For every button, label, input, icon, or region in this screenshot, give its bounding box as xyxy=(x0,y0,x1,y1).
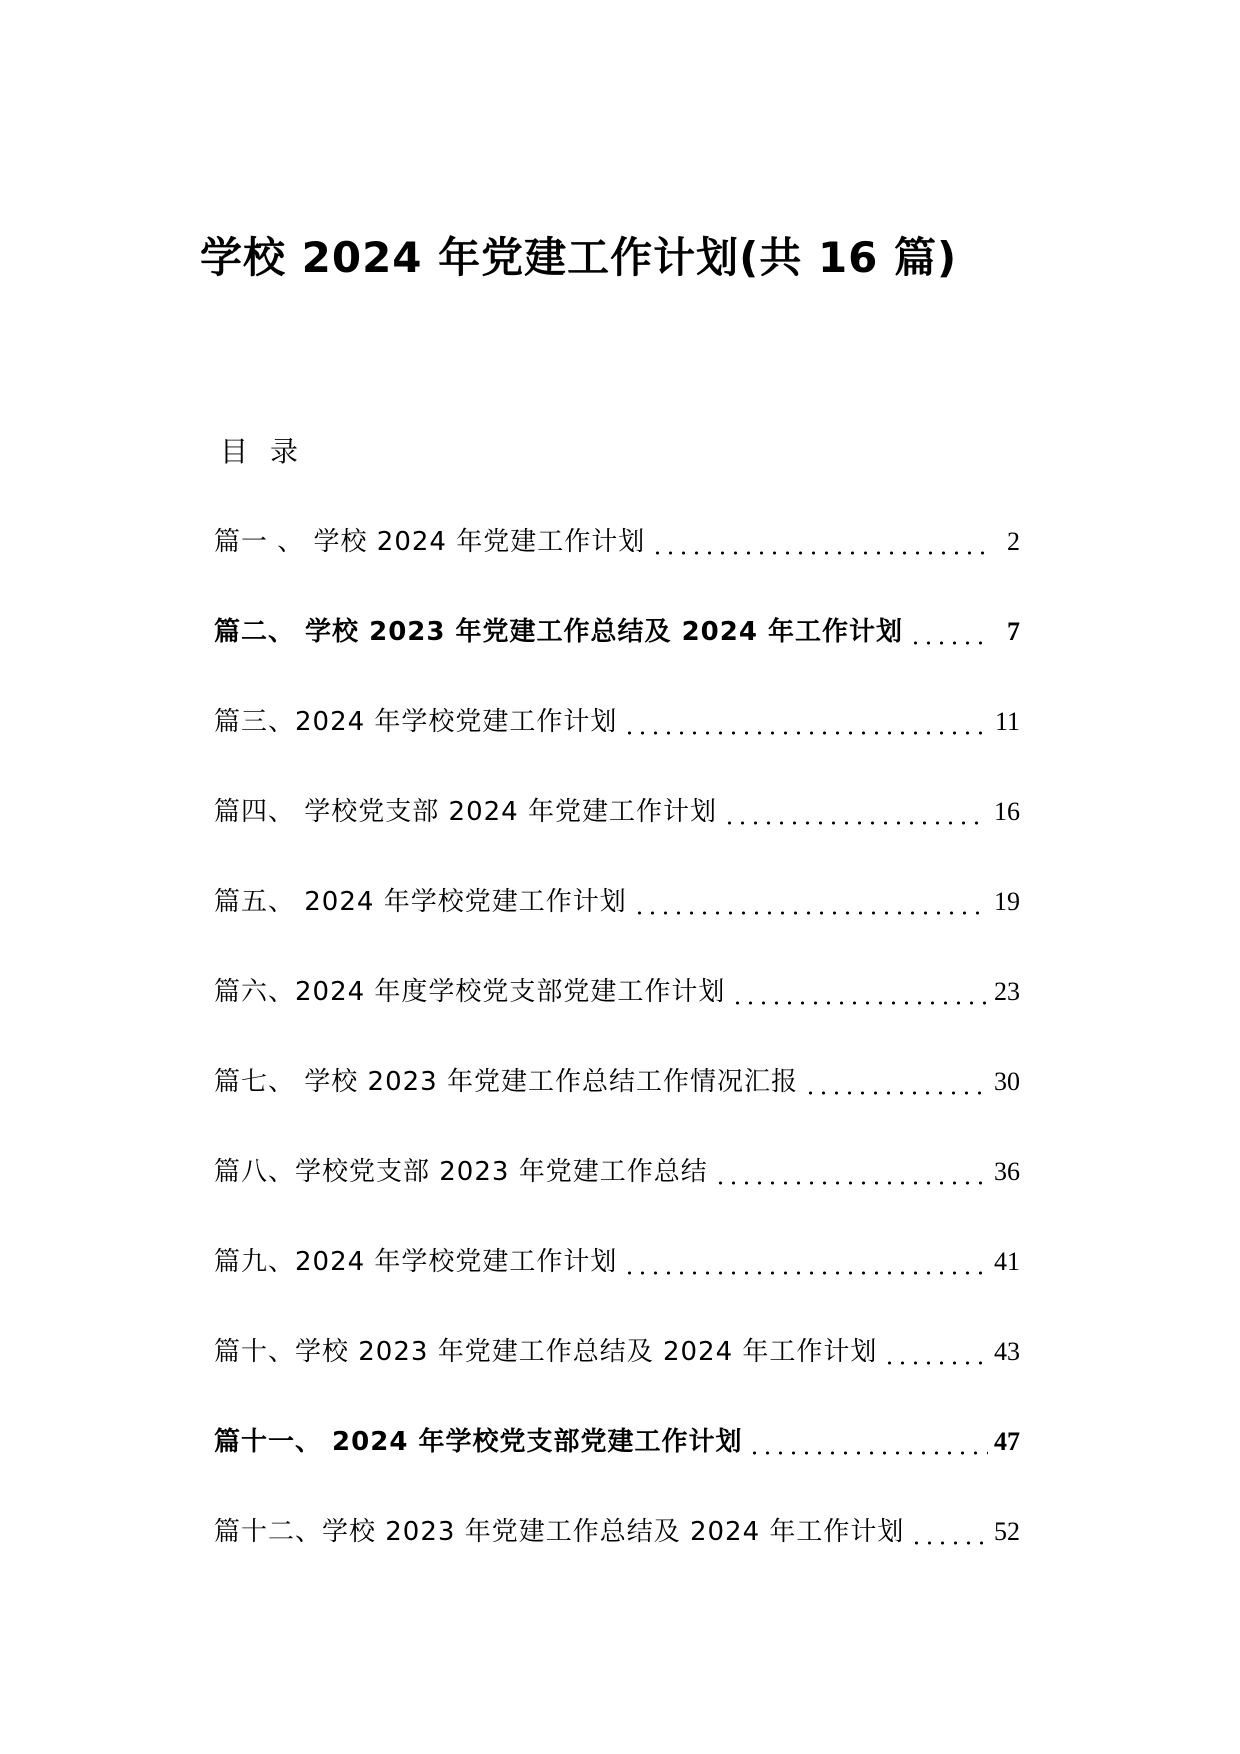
dot-leader xyxy=(802,1062,988,1102)
table-of-contents xyxy=(214,522,1020,1602)
toc-entry-label: 篇八、学校党支部 2023 年党建工作总结 xyxy=(214,1157,708,1187)
toc-entry-page: 19 xyxy=(994,887,1020,916)
dot-leader xyxy=(621,702,988,742)
toc-entry-page: 7 xyxy=(1007,617,1020,646)
toc-entry-label: 篇九、2024 年学校党建工作计划 xyxy=(214,1247,618,1277)
toc-entry[interactable] xyxy=(214,792,1020,882)
toc-entry-page: 43 xyxy=(994,1337,1020,1366)
toc-entry-page: 36 xyxy=(994,1157,1020,1186)
toc-entry[interactable] xyxy=(214,1062,1020,1152)
toc-entry[interactable] xyxy=(214,702,1020,792)
toc-heading: 目录 xyxy=(220,435,321,468)
dot-leader xyxy=(621,1242,988,1282)
toc-entry[interactable] xyxy=(214,1242,1020,1332)
dot-leader xyxy=(746,1422,988,1462)
dot-leader xyxy=(729,972,988,1012)
toc-entry-page: 11 xyxy=(994,707,1020,736)
toc-entry-label: 篇一 、 学校 2024 年党建工作计划 xyxy=(214,527,646,557)
toc-entry-label: 篇十二、学校 2023 年党建工作总结及 2024 年工作计划 xyxy=(214,1517,905,1547)
toc-entry-page: 52 xyxy=(994,1517,1020,1546)
toc-entry-page: 16 xyxy=(994,797,1020,826)
toc-entry-label: 篇四、 学校党支部 2024 年党建工作计划 xyxy=(214,797,717,827)
toc-entry-page: 30 xyxy=(994,1067,1020,1096)
toc-entry[interactable] xyxy=(214,1422,1020,1512)
dot-leader xyxy=(881,1332,988,1372)
toc-entry[interactable] xyxy=(214,1152,1020,1242)
toc-entry[interactable] xyxy=(214,972,1020,1062)
toc-entry-label: 篇十、学校 2023 年党建工作总结及 2024 年工作计划 xyxy=(214,1337,878,1367)
toc-entry[interactable] xyxy=(214,1512,1020,1602)
toc-entry[interactable] xyxy=(214,882,1020,972)
toc-entry-label: 篇三、2024 年学校党建工作计划 xyxy=(214,707,618,737)
toc-entry[interactable] xyxy=(214,612,1020,702)
dot-leader xyxy=(649,522,988,562)
dot-leader xyxy=(721,792,988,832)
dot-leader xyxy=(907,612,988,652)
toc-entry-label: 篇二、 学校 2023 年党建工作总结及 2024 年工作计划 xyxy=(214,617,903,647)
dot-leader xyxy=(908,1512,988,1552)
toc-entry-page: 23 xyxy=(994,977,1020,1006)
toc-entry-page: 47 xyxy=(994,1427,1020,1456)
toc-entry-page: 2 xyxy=(1007,527,1020,556)
toc-entry-label: 篇五、 2024 年学校党建工作计划 xyxy=(214,887,627,917)
toc-entry-label: 篇十一、 2024 年学校党支部党建工作计划 xyxy=(214,1427,743,1457)
toc-entry-label: 篇七、 学校 2023 年党建工作总结工作情况汇报 xyxy=(214,1067,798,1097)
toc-entry[interactable] xyxy=(214,1332,1020,1422)
toc-entry[interactable] xyxy=(214,522,1020,612)
document-title: 学校 2024 年党建工作计划(共 16 篇) xyxy=(200,233,958,282)
dot-leader xyxy=(712,1152,988,1192)
toc-entry-page: 41 xyxy=(994,1247,1020,1276)
toc-entry-label: 篇六、2024 年度学校党支部党建工作计划 xyxy=(214,977,726,1007)
dot-leader xyxy=(631,882,988,922)
